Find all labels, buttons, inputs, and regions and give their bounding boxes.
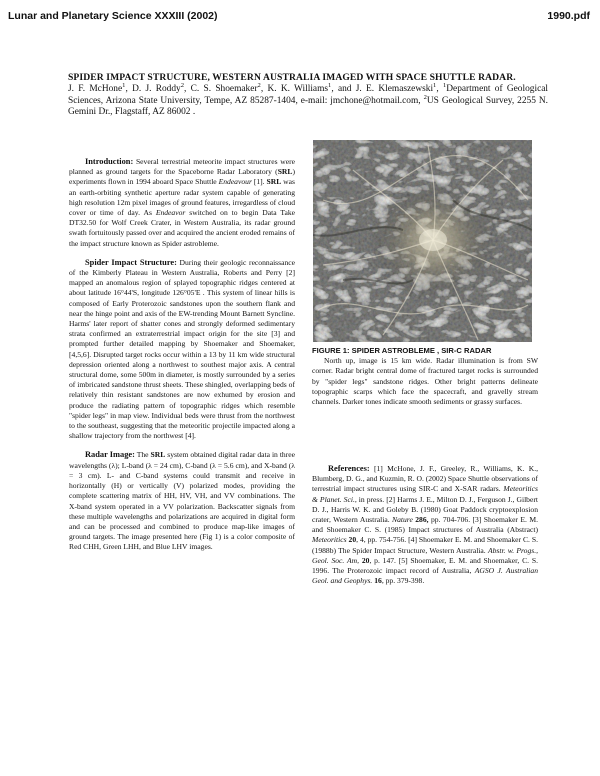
affiliation-marker: 1 xyxy=(442,81,447,89)
body-text: switched on to begin Data Take DT32.50 for Wolf Creek Crater, in Western Australia, its radar ground swath fortuitously passed over and acquired the ancient eroded remains of the impact structure known as Spider astrobleme. xyxy=(69,208,295,248)
section-heading-spider: Spider Impact Structure: xyxy=(85,257,177,267)
author-name: J. F. McHone xyxy=(68,84,123,94)
author-name: , and J. E. Klemaszewski xyxy=(331,84,434,94)
running-header-filename: 1990.pdf xyxy=(547,10,590,22)
author-name: , K. K. Williams xyxy=(260,84,329,94)
shuttle-name: Endeavor xyxy=(155,208,186,218)
affiliation-text: Department of Geological Sciences, Arizona State University, Tempe, AZ 85287-1404, e-mail: jmchone@hotmail.com, xyxy=(68,84,549,106)
journal-name: Nature xyxy=(392,515,413,525)
body-text: system obtained digital radar data in three wavelengths (λ); L-band (λ = 24 cm), C-band (λ = 5.6 cm), and X-band (λ = 3 cm). L- and C-band systems could transmit and receive in horizontally (H) or vertically (V) polarized modes, providing the complete scattering matrix of HH, HV, VH, and VV combinations. The X-band system operated in a VV polarization. Backscatter signals from these multiple wavelengths and polarizations are acquired in digital form and can be processed and combined to produce map-like images of ground targets. The image presented here (Fig 1) is a color composite of Red CHH, Green LHH, and Blue LHV images. xyxy=(69,450,295,552)
body-text: The xyxy=(134,450,151,460)
body-text: was an earth-orbiting synthetic aperture radar system capable of generating high resolution 12m pixel images of ground features, irregardless of cloud cover or time of day. As xyxy=(69,177,295,218)
journal-name: AGSO J. Australian Geol. and Geophys. xyxy=(312,566,538,586)
affiliation-marker: 2 xyxy=(257,81,261,89)
radar-image-figure xyxy=(313,140,532,342)
affiliation-text: US Geological Survey, 2255 N. Gemini Dr., Flagstaff, AZ 86002 . xyxy=(68,95,548,117)
reference-text: , in press. [2] Harms J. E., Milton D. J., Ferguson J., Gilbert D. J., Harris W. K. and Goleby B. (1980) Goat Paddock cryptoexplosion crater, Western Australia. xyxy=(312,494,538,525)
journal-volume: 16 xyxy=(372,576,382,586)
body-text: ) experiments flown in 1994 aboard Space Shuttle xyxy=(69,167,295,187)
references-paragraph xyxy=(312,464,538,586)
author-separator: , xyxy=(436,84,443,94)
srl-acronym: SRL xyxy=(266,177,282,187)
left-column xyxy=(69,157,295,562)
affiliation-marker: 1 xyxy=(433,81,437,89)
srl-acronym: SRL xyxy=(277,167,293,177)
section-heading-references: References: xyxy=(328,464,370,473)
affiliation-marker: 2 xyxy=(423,93,427,101)
journal-volume: 20 xyxy=(346,535,357,545)
section-heading-radar: Radar Image: xyxy=(85,450,135,460)
body-text: During their geologic reconnaissance of the Kimberly Plateau in Western Australia, Roberts and Perry [2] mapped an anomalous region of splayed topographic ridges centered at about latitude 16°44'S, longitude 126°05'E . This system of linear hills is composed of Early Proterozoic sandstones upon the southern flank and near the hinge point and axis of the EW-trending Mount Barnett Syncline. Harms' later report of shatter cones and strongly deformed sedimentary strata confirmed an extraterrestrial impact origin for the site [3] and prompted further detailed mapping by Shoemaker and Shoemaker, [4,5,6]. Disrupted target rocks occur within a 13 by 11 km wide structural depression oriented along a northwest to southest major axis. A central structural dome, some 500m in diameter, is mostly surrounded by a series of imbricated sandstone thrust sheets. These shingled, overlapping beds of relatively thin resistant sandstones are now exhumed by erosion and produce the radiating pattern of topographic ridges which resemble "spider legs" in map view. Individual beds were thrust from the northwest to the southeast, suggesting that the meteoritic projectile impacted along a shallow trajectory from the northwest [4]. xyxy=(69,257,295,441)
affiliation-marker: 2 xyxy=(180,81,185,89)
body-text: Several terrestrial meteorite impact structures were planned as ground targets for the Spaceborne Radar Laboratory ( xyxy=(69,157,295,177)
journal-volume: 286, xyxy=(412,515,429,525)
author-name: , D. J. Roddy xyxy=(125,84,181,94)
journal-name: Meteoritics & Planet. Sci. xyxy=(312,484,538,504)
paper-title: SPIDER IMPACT STRUCTURE, WESTERN AUSTRALIA IMAGED WITH SPACE SHUTTLE RADAR. xyxy=(68,72,516,83)
section-heading-introduction: Introduction: xyxy=(85,157,134,166)
introduction-paragraph xyxy=(69,157,295,249)
shuttle-name: Endeavour xyxy=(218,177,252,187)
radar-image-paragraph xyxy=(69,450,295,552)
affiliation-marker: 1 xyxy=(122,81,126,89)
journal-volume: 20 xyxy=(359,555,370,565)
author-name: , C. S. Shoemaker xyxy=(184,84,258,94)
reference-text: pp. 704-706. [3] Shoemaker E. M. and Shoemaker C. S. (1985) Impact structures of Australia (Abstract) xyxy=(312,515,539,535)
figure-caption xyxy=(312,346,538,407)
reference-text: , 4, pp. 754-756. [4] Shoemaker E. M. and Shoemaker C. S. (1988b) The Spider Impact Structure, Western Australia. xyxy=(312,535,539,555)
reference-text: , p. 147. [5] Shoemaker, E. M. and Shoemaker, C. S. 1996. The Proterozoic impact record of Australia, xyxy=(312,555,539,576)
figure-caption-body: North up, image is 15 km wide. Radar illumination is from SW corner. Radar bright central dome of fractured target rocks is surrounded by "spider legs" sandstone ridges. Other bright patterns delineate topographic scarps which face the spacecraft, and gravelly stream channels. Darker tones indicate smooth sediments or grassy surfaces. xyxy=(312,356,538,407)
radar-image xyxy=(313,140,532,342)
journal-name: Abstr. w. Progs., Geol. Soc. Am, xyxy=(312,545,538,565)
reference-text: [1] McHone, J. F., Greeley, R., Williams, K. K., Blumberg, D. G., and Kuzmin, R. O. (2002) Space Shuttle observations of terrestrial impact structures using SIR-C and X-SAR radars. xyxy=(312,464,538,494)
journal-name: Meteoritics xyxy=(312,535,347,545)
srl-acronym: SRL xyxy=(150,450,166,460)
running-header-journal: Lunar and Planetary Science XXXIII (2002) xyxy=(8,10,218,22)
reference-text: , pp. 379-398. xyxy=(381,576,425,586)
right-column xyxy=(312,464,538,595)
body-text: [1]. xyxy=(251,177,267,187)
author-block xyxy=(68,81,549,119)
figure-caption-title: FIGURE 1: SPIDER ASTROBLEME , SIR-C RADAR xyxy=(312,346,492,355)
affiliation-marker: 1 xyxy=(328,81,332,89)
spider-structure-paragraph xyxy=(69,258,295,442)
